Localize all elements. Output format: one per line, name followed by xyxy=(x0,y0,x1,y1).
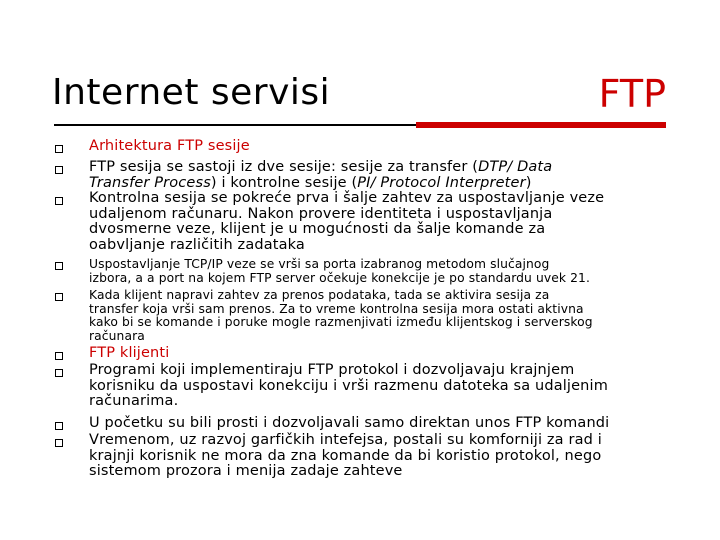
slide-topic-tag: FTP xyxy=(598,72,666,116)
title-accent-bar xyxy=(416,122,666,128)
bullet-text: Vremenom, uz razvoj garfičkih intefejsa, postali su komforniji za rad i krajnji korisnik ne mora da zna komande da bi koristio protokol, nego sistemom prozora i menija zadaje zahteve xyxy=(89,432,602,480)
bullet-text-part: FTP sesija se sastoji iz dve sesije: sesije za transfer ( xyxy=(89,159,479,175)
bullet-text: Kada klijent napravi zahtev za prenos podataka, tada se aktivira sesija za transfer koja vrši sam prenos. Za to vreme kontrolna sesija mora ostati aktivna kako bi se komande i poruke mogle razmenjivati između klijentskog i serverskog računara xyxy=(89,288,593,343)
bullet-text-italic: PI/ Protocol Interpreter xyxy=(357,174,526,191)
bullet-text-italic: DTP/ Data Transfer Process xyxy=(89,159,553,191)
bullet-text xyxy=(89,160,669,191)
bullet-square-icon xyxy=(55,145,63,153)
bullet-square-icon xyxy=(55,352,63,360)
slide-title: Internet servisi xyxy=(52,72,331,113)
bullet-text-part: ) i kontrolne sesije ( xyxy=(210,174,358,191)
section-heading: Arhitektura FTP sesije xyxy=(89,138,250,154)
bullet-text: Kontrolna sesija se pokreće prva i šalje zahtev za uspostavljanje veze udaljenom računaru. Nakon provere identiteta i uspostavljanja dvosmerne veze, klijent je u mogućnosti da šalje komande za oabvljanje različitih zadataka xyxy=(89,190,605,253)
bullet-square-icon xyxy=(55,422,63,430)
title-divider xyxy=(54,124,416,126)
bullet-square-icon xyxy=(55,293,63,301)
bullet-text-part: ) xyxy=(525,174,532,191)
section-heading: FTP klijenti xyxy=(89,345,170,361)
bullet-square-icon xyxy=(55,439,63,447)
bullet-square-icon xyxy=(55,262,63,270)
bullet-square-icon xyxy=(55,197,63,205)
bullet-square-icon xyxy=(55,369,63,377)
bullet-text: U početku su bili prosti i dozvoljavali samo direktan unos FTP komandi xyxy=(89,415,610,431)
bullet-text: Uspostavljanje TCP/IP veze se vrši sa porta izabranog metodom slučajnog izbora, a a port na kojem FTP server očekuje konekcije je po standardu uvek 21. xyxy=(89,257,590,285)
bullet-square-icon xyxy=(55,166,63,174)
bullet-text: Programi koji implementiraju FTP protokol i dozvoljavaju krajnjem korisniku da uspostavi konekciju i vrši razmenu datoteka sa udaljenim računarima. xyxy=(89,362,608,410)
